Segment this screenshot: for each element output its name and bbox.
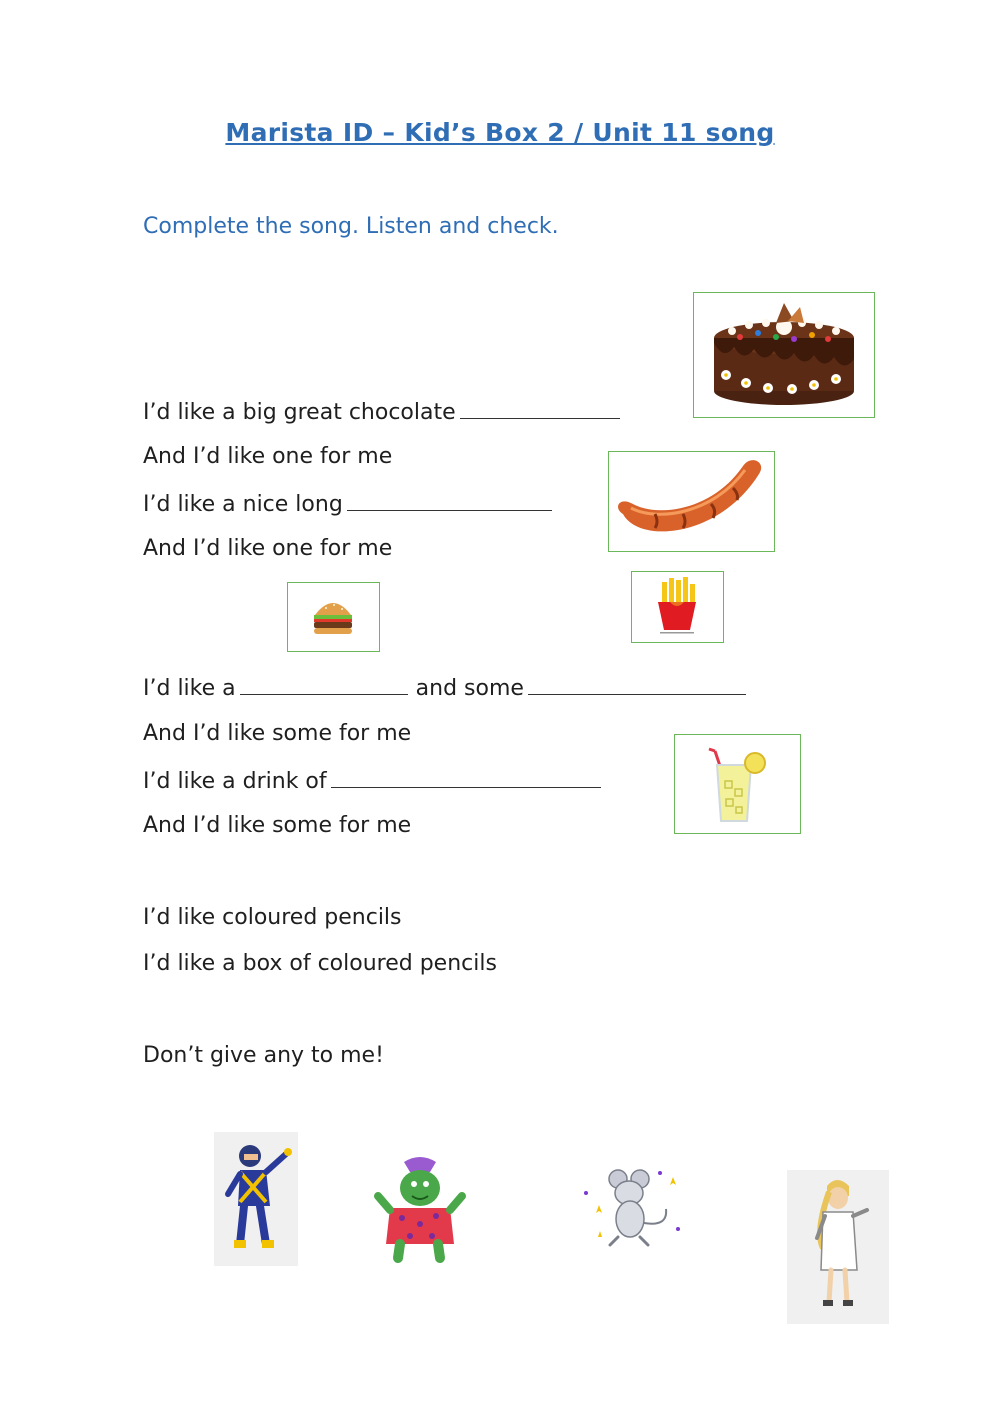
- blank-chips[interactable]: [528, 674, 746, 695]
- verse2-line1-text-a: I’d like a: [143, 676, 236, 701]
- verse1-line2: And I’d like one for me: [143, 444, 393, 469]
- blank-cake[interactable]: [460, 398, 620, 419]
- sausage-image: [608, 451, 775, 552]
- scientist-image: [787, 1170, 889, 1324]
- burger-image: [287, 582, 380, 652]
- monster-image: [372, 1152, 467, 1264]
- fries-image: [631, 571, 724, 643]
- verse1-line3-text: I’d like a nice long: [143, 492, 343, 517]
- blank-burger[interactable]: [240, 674, 408, 695]
- lemonade-image: [674, 734, 801, 834]
- verse2-line1-text-b: and some: [415, 676, 524, 701]
- verse2-line1: [143, 674, 746, 701]
- verse3-line1: I’d like coloured pencils: [143, 905, 402, 930]
- instruction: Complete the song. Listen and check.: [143, 214, 559, 239]
- verse1-line4: And I’d like one for me: [143, 536, 393, 561]
- verse1-line1: [143, 398, 620, 425]
- page-title: Marista ID – Kid’s Box 2 / Unit 11 song: [225, 118, 775, 147]
- verse2-line2: And I’d like some for me: [143, 721, 412, 746]
- blank-sausage[interactable]: [347, 490, 552, 511]
- verse2-line3: [143, 767, 601, 794]
- verse2-line4: And I’d like some for me: [143, 813, 412, 838]
- mouse-image: [574, 1163, 692, 1249]
- cake-image: [693, 292, 875, 418]
- verse2-line3-text: I’d like a drink of: [143, 769, 327, 794]
- verse1-line3: [143, 490, 552, 517]
- superhero-image: [214, 1132, 298, 1266]
- verse3-line2: I’d like a box of coloured pencils: [143, 951, 497, 976]
- verse1-line1-text: I’d like a big great chocolate: [143, 400, 456, 425]
- closing-line: Don’t give any to me!: [143, 1043, 384, 1068]
- blank-lemonade[interactable]: [331, 767, 601, 788]
